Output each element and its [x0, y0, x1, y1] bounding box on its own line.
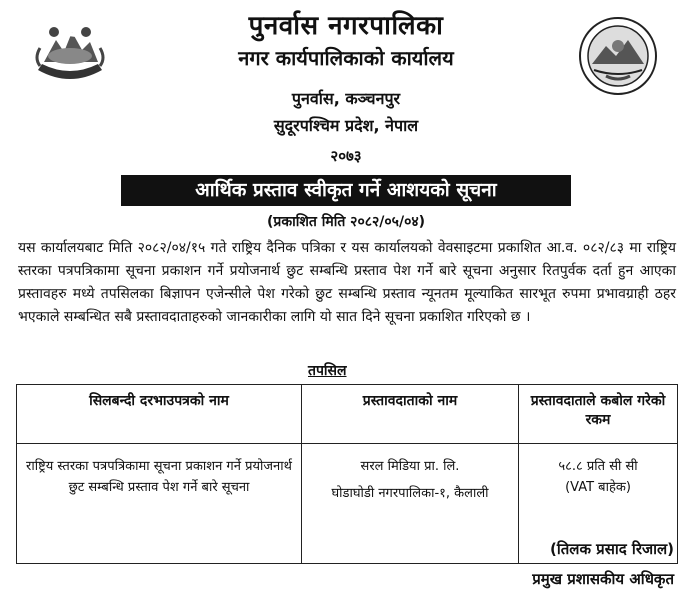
tapasil-heading: तपसिल: [308, 363, 347, 379]
office-subtitle: नगर कार्यपालिकाको कार्यालय: [238, 46, 454, 70]
table-header-row: [17, 385, 678, 444]
bidder-cell: [302, 444, 519, 564]
office-name: पुनर्वास नगरपालिका: [248, 11, 444, 41]
address-line-1: पुनर्वास, कञ्चनपुर: [291, 89, 401, 108]
signatory-title: प्रमुख प्रशासकीय अधिकृत: [532, 570, 674, 588]
bidder-address: घोडाघोडी नगरपालिका-१, कैलाली: [331, 486, 489, 501]
address-line-2: सुदूरपश्चिम प्रदेश, नेपाल: [273, 116, 419, 135]
bid-details-table: [16, 384, 678, 564]
signatory-name: (तिलक प्रसाद रिजाल): [549, 540, 674, 558]
column-header-bidder: प्रस्तावदाताको नाम: [302, 385, 519, 444]
bid-amount-note: (VAT बाहेक): [565, 480, 631, 495]
item-cell: राष्ट्रिय स्तरका पत्रपत्रिकामा सूचना प्रकाशन गर्ने प्रयोजनार्थ छुट सम्बन्धि प्रस्ताव पेश गर्ने बारे सूचना: [17, 444, 302, 564]
column-header-item: सिलबन्दी दरभाउपत्रको नाम: [17, 385, 302, 444]
bid-amount: ५८.८ प्रति सी सी: [558, 459, 638, 474]
notice-title-banner: आर्थिक प्रस्ताव स्वीकृत गर्ने आशयको सूचना: [121, 175, 571, 206]
column-header-amount: प्रस्तावदाताले कबोल गरेको रकम: [519, 385, 678, 444]
published-date: (प्रकाशित मिति २०८२/०५/०४): [266, 214, 426, 230]
bidder-name: सरल मिडिया प्रा. लि.: [360, 459, 460, 474]
established-year: २०७३: [330, 147, 362, 165]
notice-body-paragraph: यस कार्यालयबाट मिति २०८२/०४/१५ गते राष्ट्रिय दैनिक पत्रिका र यस कार्यालयको वेवसाइटमा प्रकाशित आ.व. ०८२/८३ मा राष्ट्रिय स्तरका पत्रपत्रिकामा सूचना प्रकाशन गर्ने प्रयोजनार्थ छुट सम्बन्धि प्रस्ताव पेश गर्ने बारे सूचना अनुसार रितपुर्वक दर्ता हुन आएका प्रस्तावहरु मध्ये तपसिलका बिज्ञापन एजेन्सीले पेश गरेको छुट सम्बन्धि प्रस्ताव न्यूनतम मूल्याकित सारभूत रुपमा प्रभावग्राही ठहर भएकाले सम्बन्धित सबै प्रस्तावदाताहरुको जानकारीका लागि यो सात दिने सूचना प्रकाशित गरिएको छ ।: [18, 240, 676, 325]
